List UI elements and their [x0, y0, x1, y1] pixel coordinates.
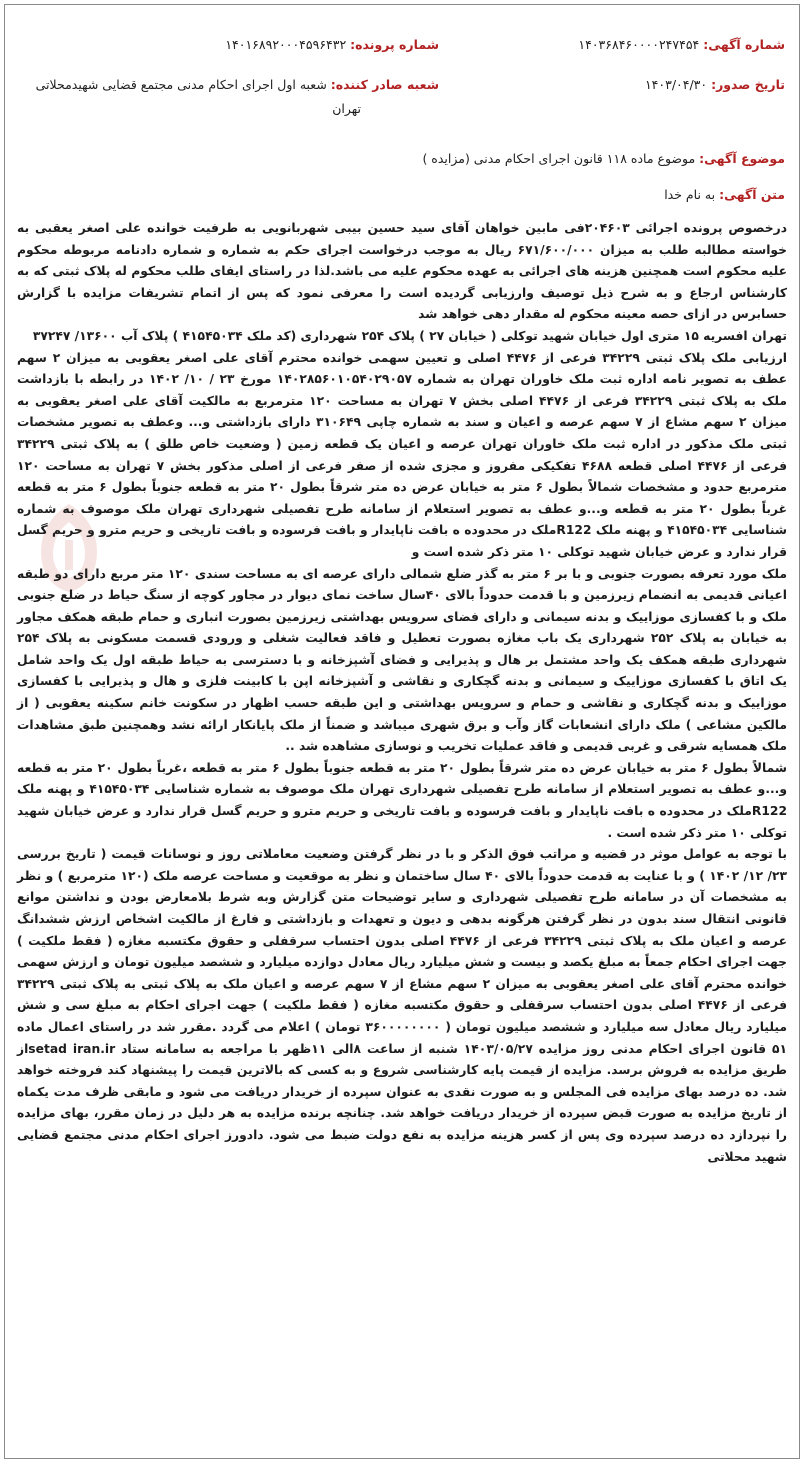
issuing-branch-value: شعبه اول اجرای احکام مدنی مجتمع قضایی شهیدمحلاتی: [35, 77, 327, 92]
issuing-branch-label: شعبه صادر کننده:: [330, 77, 439, 92]
issuing-branch: [36, 75, 439, 95]
issuing-branch-city: تهران: [332, 101, 361, 116]
ad-text-heading: [664, 185, 785, 205]
body-paragraph-description: ملک مورد تعرفه بصورت جنوبی و با بر ۶ متر به گذر ضلع شمالی دارای عرصه ای به مساحت سندی ۱۲۰ متر مربع دارای دو طبقه اعیانی قدیمی به انضمام زیرزمین و با قدمت حدوداً بالای ۴۰سال ساخت نمای دیوار در مجاور کوچه از سنگ حیاط در ضلع جنوبی ملک و با کفسازی موزاییک و بدنه سیمانی و دارای فضای سرویس بهداشتی زیرزمین بصورت انباری و حمام طبقه همکف مجاور به خیابان به پلاک ۲۵۲ شهرداری یک باب مغازه بصورت تعطیل و فاقد فعالیت شغلی و ورودی قسمت مسکونی به پلاک ۲۵۴ شهرداری طبقه همکف یک واحد مشتمل بر هال و پذیرایی و فضای آشپزخانه و با دسترسی به حیاط طبقه اول یک واحد شامل یک اتاق با کفسازی موزاییک و سیمانی و بدنه گچکاری و نقاشی و آشپزخانه اپن با کابینت فلزی و هال و پذیرایی با کفسازی موزاییک و بدنه گچکاری و نقاشی و حمام و سرویس بهداشتی و این طبقه حسب اظهار در سکونت خانم سکینه یعقوبی ( از مالکین مشاعی ) ملک دارای انشعابات گاز وآب و برق شهری میباشد و ضمناً از ملک پایانکار ارائه نشد وهمچنین طبق مشاهدات ملک همسایه شرقی و غربی قدیمی و فاقد عملیات تخریب و نوسازی مشاهده شد ..: [17, 566, 787, 754]
ad-body: [17, 218, 787, 1168]
ad-number-label: شماره آگهی:: [703, 37, 785, 52]
body-paragraph-registration: ارزیابی ملک پلاک ثبتی ۳۴۲۲۹ فرعی از ۴۴۷۶ اصلی و تعیین سهمی خوانده محترم آقای علی اصغر یعقوبی به میزان ۲ سهم عطف به تصویر نامه اداره ثبت ملک خاوران تهران به شماره ۱۴۰۲۸۵۶۰۱۰۵۴۰۲۹۰۵۷ مورخ ۲۳ / ۱۰/ ۱۴۰۲ در رابطه با بازداشت ملک به پلاک ثبتی ۳۴۲۲۹ فرعی از ۴۴۷۶ اصلی بخش ۷ تهران به مساحت ۱۲۰ مترمربع به مالکیت آقای علی اصغر یعقوبی به میزان ۲ سهم مشاع از ۷ سهم عرصه و اعیان و سند به شماره چاپی ۳۱۰۶۴۹ دارای بازداشتی و... وعطف به تصویر مشخصات ثبتی ملک مذکور در اداره ثبت ملک خاوران تهران عرصه و اعیان یک قطعه زمین ( وضعیت خاص طلق ) به پلاک ثبتی ۳۴۲۲۹ فرعی از ۴۴۷۶ اصلی قطعه ۴۶۸۸ تفکیکی مفروز و مجزی شده از صفر فرعی از اصلی مذکور بخش ۷ تهران به مساحت ۱۲۰ مترمربع حدود و مشخصات شمالاً بطول ۶ متر به خیابان عرض ده متر شرقاً بطول ۲۰ متر به قطعه جنوباً بطول ۶ متر به قطعه غرباً بطول ۲۰ متر به قطعه و...و عطف به تصویر استعلام از سامانه طرح تفصیلی شهرداری تهران ملک موصوف به شماره شناسایی ۴۱۵۴۵۰۳۴ و پهنه ملک R122ملک در محدوده ه بافت ناپایدار و بافت فرسوده و بافت تاریخی و حریم مترو و حریم گسل قرار ندارد و عرض خیابان شهید توکلی ۱۰ متر ذکر شده است و: [17, 350, 788, 559]
ad-text-invocation: به نام خدا: [664, 187, 716, 202]
ad-number-value: ۱۴۰۳۶۸۴۶۰۰۰۰۲۴۷۴۵۴: [578, 37, 700, 52]
ad-subject-label: موضوع آگهی:: [699, 151, 785, 166]
ad-text-label: متن آگهی:: [719, 187, 785, 202]
issue-date: [645, 75, 785, 95]
ad-subject-value: موضوع ماده ۱۱۸ قانون اجرای احکام مدنی (مزایده ): [422, 151, 696, 166]
file-number-label: شماره پرونده:: [350, 37, 439, 52]
body-paragraph-boundaries: شمالاً بطول ۶ متر به خیابان عرض ده متر شرقاً بطول ۲۰ متر به قطعه جنوباً بطول ۶ متر به قطعه ،غرباً بطول ۲۰ متر به قطعه و...و عطف به تصویر استعلام از سامانه طرح تفصیلی شهرداری تهران ملک موصوف به شماره شناسایی ۴۱۵۴۵۰۳۴ و پهنه ملک R122ملک در محدوده ه بافت ناپایدار و بافت فرسوده و بافت تاریخی و حریم مترو و حریم گسل قرار ندارد و عرض خیابان شهید توکلی ۱۰ متر ذکر شده است .: [17, 760, 787, 840]
ad-subject: [422, 149, 785, 169]
ad-document-frame: [4, 4, 800, 1459]
file-number: [225, 35, 439, 55]
file-number-value: ۱۴۰۱۶۸۹۲۰۰۰۴۵۹۶۴۳۲: [225, 37, 347, 52]
ad-number: [578, 35, 785, 55]
issue-date-value: ۱۴۰۳/۰۴/۳۰: [644, 77, 708, 92]
issue-date-label: تاریخ صدور:: [711, 77, 785, 92]
body-paragraph-valuation: با توجه به عوامل موثر در قضیه و مراتب فوق الذکر و با در نظر گرفتن وضعیت معاملاتی روز و نوسانات قیمت ( تاریخ بررسی ۲۳/ ۱۲/ ۱۴۰۲ ) و با عنایت به قدمت حدوداً بالای ۴۰ سال ساختمان و نظر به موقعیت و مساحت عرصه ملک (۱۲۰ مترمربع ) و نظر به مشخصات آن در سامانه طرح تفصیلی شهرداری و سایر توضیحات متن گزارش وبه شرط بلامعارض بودن و نداشتن موانع قانونی انتقال سند بدون در نظر گرفتن هرگونه بدهی و دیون و تعهدات و بازداشتی و فارغ از مالکیت اشخاص ارزش ششدانگ عرصه و اعیان ملک به پلاک ثبتی ۳۴۲۲۹ فرعی از ۴۴۷۶ اصلی بدون احتساب سرقفلی و حقوق مکتسبه مغازه ( فقط ملکیت ) جهت اجرای احکام جمعاً به مبلغ یکصد و بیست و شش میلیارد ریال معادل دوازده میلیارد و ششصد میلیون تومان و ارزش سهمی خوانده محترم آقای علی اصغر یعقوبی به میزان ۲ سهم مشاع از ۷ سهم عرصه و اعیان ملک به پلاک ثبتی به پلاک ثبتی ۳۴۲۲۹ فرعی از ۴۴۷۶ اصلی بدون احتساب سرقفلی و حقوق مکتسبه مغازه ( فقط ملکیت ) جهت اجرای احکام به مبلغ سی و شش میلیارد ریال معادل سه میلیارد و ششصد میلیون تومان ( ۳۶۰۰۰۰۰۰۰۰ تومان ) اعلام می گردد .مقرر شد در راستای اعمال ماده ۵۱ قانون اجرای احکام مدنی روز مزایده ۱۴۰۳/۰۵/۲۷ شنبه از ساعت ۸الی ۱۱ظهر با مراجعه به سامانه ستاد setad iran.irاز طریق مزایده به فروش برسد. مزایده از قیمت پایه کارشناسی شروع و به کسی که بالاترین قیمت را پیشنهاد کند فروخته خواهد شد. ده درصد بهای مزایده فی المجلس و به صورت نقدی به عنوان سپرده از خریدار دریافت می شود و مابقی ظرف مدت یکماه از تاریخ مزایده به صورت قبض سپرده از خریدار دریافت خواهد شد. چنانچه برنده مزایده به هر دلیل در زمان مقرر، بهای مزایده را نپردازد ده درصد سپرده وی پس از کسر هزینه مزایده به نفع دولت ضبط می شود. دادورز اجرای احکام مدنی مجتمع قضایی شهید محلاتی: [17, 847, 788, 1164]
body-paragraph-case: درخصوص پرونده اجرائی ۲۰۴۶۰۳فی مابین خواهان آقای سید حسین بیبی شهربانویی به طرفیت خوانده علی اصغر یعقبی به خواسته مطالبه طلب به میزان ۶۷۱/۶۰۰/۰۰۰ ریال به موجب درخواست اجرای حکم به شماره و شماره دادنامه مربوطه محکوم علیه محکوم است همچنین هزینه های اجرائی به عهده محکوم علیه می باشد.لذا در راستای ایفای طلب محکوم له پلاک ثبتی که به کارشناس ارجاع و به شرح ذیل توصیف وارزیابی گردیده است را معرفی نمود که پس از اتمام تشریفات مزایده با گزارش حسابرس در ازای حصه معینه محکوم له مقدار دهی خواهد شد: [17, 221, 787, 322]
body-paragraph-address: تهران افسریه ۱۵ متری اول خیابان شهید توکلی ( خیابان ۲۷ ) پلاک ۲۵۴ شهرداری (کد ملک ۴۱۵۴۵۰۳۴ ) پلاک آب ۱۳۶۰۰/ ۳۷۲۴۷: [32, 328, 787, 343]
